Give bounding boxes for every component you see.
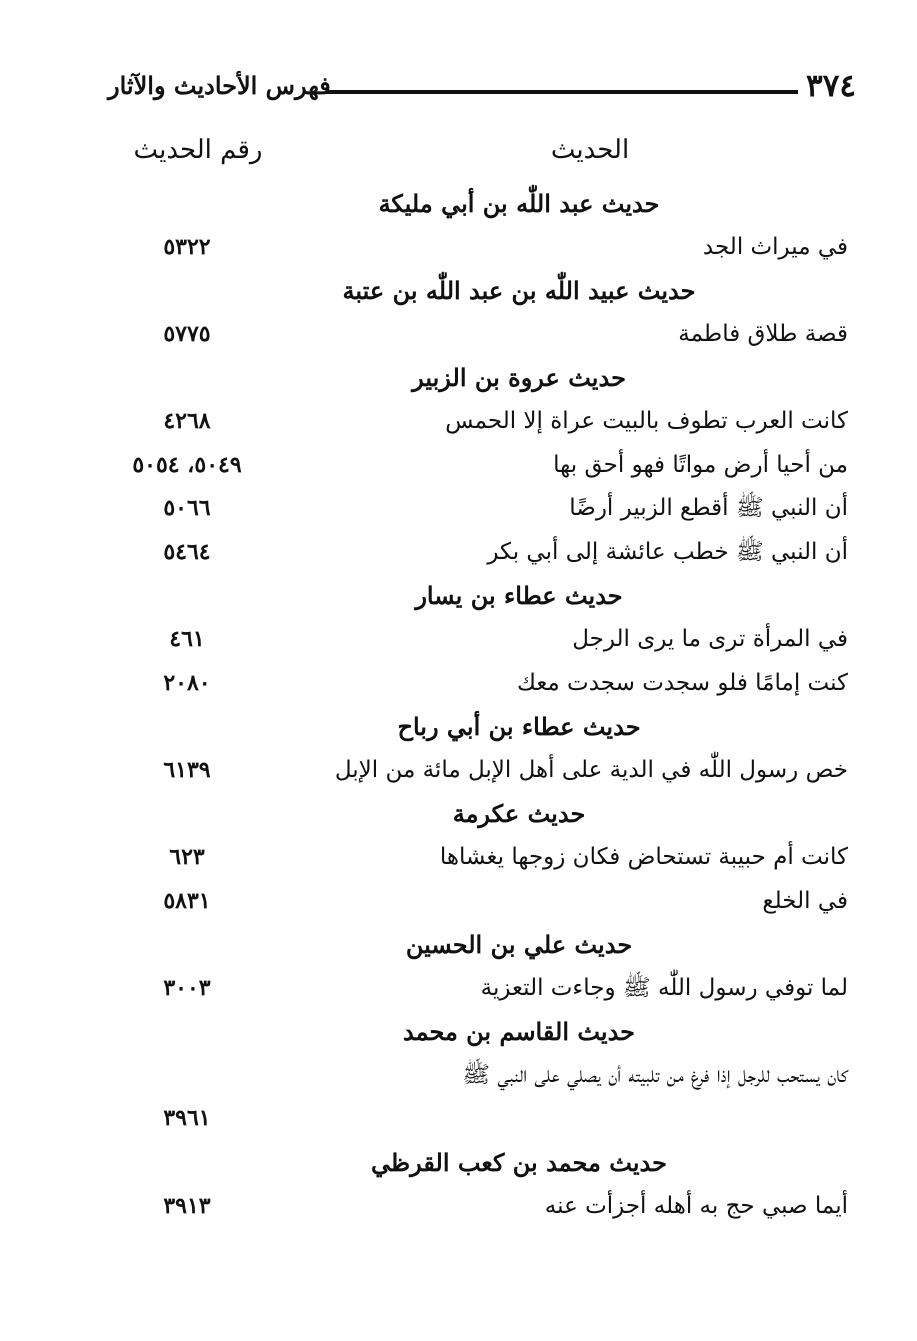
hadith-text: لما توفي رسول اللّٰه ﷺ وجاءت التعزية xyxy=(480,974,848,1001)
section-title: حديث عكرمة xyxy=(452,799,586,829)
section-title: حديث علي بن الحسين xyxy=(405,930,633,960)
section-heading-row xyxy=(100,356,848,400)
section-title: حديث عبيد اللّٰه بن عبد اللّٰه بن عتبة xyxy=(342,276,696,306)
hadith-entry-row xyxy=(100,313,848,357)
hadith-text: أيما صبي حج به أهله أجزأت عنه xyxy=(544,1192,848,1219)
hadith-number: ٣٠٠٣ xyxy=(163,974,211,1001)
hadith-entry-row xyxy=(100,749,848,793)
hadith-number: ٥٨٣١ xyxy=(163,887,211,914)
hadith-text: في الخلع xyxy=(762,887,848,914)
header-rule xyxy=(326,90,798,94)
hadith-entry-row xyxy=(100,836,848,880)
hadith-entry-row xyxy=(100,618,848,662)
hadith-text: كان يستحب للرجل إذا فرغ من تلبيته أن يصلي على النبي ﷺ xyxy=(462,1061,848,1088)
page-number: ٣٧٤ xyxy=(806,68,856,104)
hadith-text: أن النبي ﷺ أقطع الزبير أرضًا xyxy=(569,495,848,522)
hadith-entry-row xyxy=(100,880,848,924)
hadith-number: ٣٩١٣ xyxy=(163,1192,211,1219)
hadith-number: ٣٩٦١ xyxy=(163,1105,211,1132)
section-heading-row xyxy=(100,574,848,618)
running-header xyxy=(108,64,856,108)
hadith-entry-row xyxy=(100,226,848,270)
column-header-hadith: الحديث xyxy=(550,135,630,165)
hadith-number: ٥٠٦٦ xyxy=(163,495,211,522)
section-heading-row xyxy=(100,269,848,313)
hadith-entry-row xyxy=(100,662,848,706)
section-title: حديث عروة بن الزبير xyxy=(412,363,626,393)
hadith-number: ٥٠٤٩، ٥٠٥٤ xyxy=(132,451,242,478)
hadith-number: ٥٧٧٥ xyxy=(163,320,211,347)
section-heading-row xyxy=(100,1141,848,1185)
hadith-number: ٥٣٢٢ xyxy=(163,233,211,260)
running-title: فهرس الأحاديث والآثار xyxy=(108,71,331,100)
hadith-entry-row xyxy=(100,1185,848,1229)
hadith-number: ٥٤٦٤ xyxy=(163,538,211,565)
hadith-number: ٦١٣٩ xyxy=(163,756,211,783)
section-heading-row xyxy=(100,182,848,226)
hadith-entry-row xyxy=(100,531,848,575)
hadith-number: ٤٢٦٨ xyxy=(163,407,211,434)
section-heading-row xyxy=(100,792,848,836)
hadith-text: قصة طلاق فاطمة xyxy=(678,320,848,347)
hadith-entry-row xyxy=(100,967,848,1011)
section-title: حديث القاسم بن محمد xyxy=(402,1017,636,1047)
hadith-text: في ميراث الجد xyxy=(702,233,848,260)
hadith-text: في المرأة ترى ما يرى الرجل xyxy=(572,625,848,652)
hadith-text: من أحيا أرض مواتًا فهو أحق بها xyxy=(553,451,848,478)
column-header-number: رقم الحديث xyxy=(133,135,263,165)
section-title: حديث عطاء بن أبي رباح xyxy=(397,712,641,742)
hadith-text: كانت أم حبيبة تستحاض فكان زوجها يغشاها xyxy=(439,843,848,870)
hadith-entry-row xyxy=(100,1054,848,1141)
hadith-number: ٢٠٨٠ xyxy=(163,669,211,696)
hadith-text: أن النبي ﷺ خطب عائشة إلى أبي بكر xyxy=(487,538,848,565)
section-title: حديث عبد اللّٰه بن أبي مليكة xyxy=(378,189,660,218)
hadith-text: كانت العرب تطوف بالبيت عراة إلا الحمس xyxy=(445,407,848,434)
section-title: حديث محمد بن كعب القرظي xyxy=(371,1148,667,1178)
hadith-entry-row xyxy=(100,487,848,531)
hadith-entry-row xyxy=(100,400,848,444)
section-heading-row xyxy=(100,705,848,749)
section-title: حديث عطاء بن يسار xyxy=(415,581,623,611)
section-heading-row xyxy=(100,923,848,967)
hadith-number: ٦٢٣ xyxy=(169,843,205,870)
hadith-entry-row xyxy=(100,444,848,488)
section-heading-row xyxy=(100,1010,848,1054)
hadith-index-list xyxy=(100,182,848,1228)
hadith-number: ٤٦١ xyxy=(169,625,205,652)
hadith-text: كنت إمامًا فلو سجدت سجدت معك xyxy=(516,669,848,696)
hadith-text: خص رسول اللّٰه في الدية على أهل الإبل مائة من الإبل xyxy=(334,756,848,783)
